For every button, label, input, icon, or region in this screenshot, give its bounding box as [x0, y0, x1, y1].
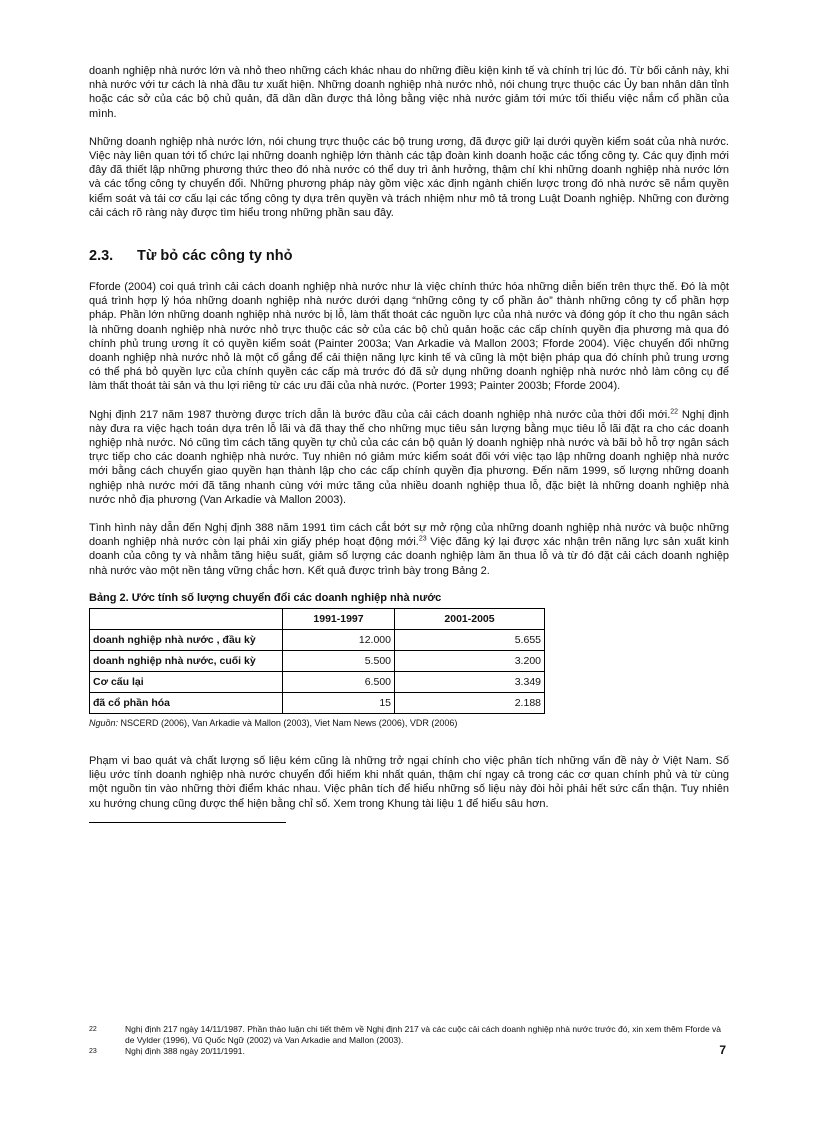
section-heading: [89, 248, 729, 264]
table-cell: 5.655: [395, 629, 545, 650]
footnote: [89, 1024, 729, 1046]
page-number: 7: [719, 1043, 726, 1057]
table-cell: 15: [283, 692, 395, 713]
footnote-number: 22: [89, 1026, 97, 1033]
paragraph: [89, 521, 729, 578]
table-cell: 3.349: [395, 671, 545, 692]
paragraph-text: Tình hình này dẫn đến Nghị định 388 năm 1991 tìm cách cắt bớt sự mở rộng của những doanh nghiệp nhà nước và buộc những doanh nghiệp nhà nước còn lại phải xin giấy phép hoạt động mới.: [89, 522, 729, 549]
footnote-text: Nghị định 388 ngày 20/11/1991.: [125, 1046, 245, 1056]
paragraph: doanh nghiệp nhà nước lớn và nhỏ theo những cách khác nhau do những điều kiện kinh tế và chính trị lúc đó. Từ bối cảnh này, khi nhà nước với tư cách là nhà đầu tư xuất hiện. Những doanh nghiệp nhà nước nhỏ, nói chung trực thuộc các Ủy ban nhân dân tỉnh hoặc các sở của các bộ chủ quản, đã dần dần được thả lỏng bằng việc nhà nước giảm tới mức tối thiểu việc nắm cổ phần của mình.: [89, 65, 729, 120]
table-cell: 2.188: [395, 692, 545, 713]
footnote: [89, 1046, 729, 1057]
paragraph: [89, 408, 729, 507]
table-row: [90, 629, 545, 650]
table-caption: Bảng 2. Ước tính số lượng chuyển đổi các doanh nghiệp nhà nước: [89, 591, 442, 604]
table-cell: 5.500: [283, 650, 395, 671]
table-header-row: [90, 608, 545, 629]
paragraph-text: Nghị định này đưa ra việc hạch toán dựa trên lỗ lãi và đã thay thế cho những mục tiêu sản lượng bằng mục tiêu lỗ lãi đặt ra cho các doanh nghiệp nhà nước. Nó cũng tìm cách tăng quyền tự chủ của các cán bộ quản lý doanh nghiệp nhà nước và bãi bỏ hỗ trợ ngân sách trực tiếp cho các doanh nghiệp nhà nước. Tuy nhiên nó giảm mức kiểm soát đối với việc tạo lập những doanh nghiệp nhà nước mới bằng cách chuyển giao quyền hạn thành lập cho các cấp chính quyền địa phương. Đến năm 1999, số lượng những doanh nghiệp nhà nước mới đã tăng nhanh cùng với mức tăng của nhiều doanh nghiệp thua lỗ, đặc biệt là những doanh nghiệp nhà nước nhỏ địa phương (Van Arkadie và Mallon 2003).: [89, 408, 729, 506]
source-label: Nguồn:: [89, 717, 119, 728]
table-cell: 3.200: [395, 650, 545, 671]
source-text: NSCERD (2006), Van Arkadie và Mallon (2003), Viet Nam News (2006), VDR (2006): [118, 717, 458, 728]
paragraph: Fforde (2004) coi quá trình cải cách doanh nghiệp nhà nước như là việc chính thức hóa những diễn biến trên thực thế. Đó là một quá trình hợp lý hóa những doanh nghiệp nhà nước dưới dạng “những công ty cổ phần ảo” thành những công ty cổ phần hợp pháp. Phần lớn những doanh nghiệp nhà nước bị lỗ, làm thất thoát các nguồn lực của nhà nước và đóng góp ít cho thu ngân sách là những doanh nghiệp nhà nước nhỏ trực thuộc các sở của các bộ chủ quản hoặc các cấp chính quyền địa phương mà qua đó chính phủ trung ương ít có quyền kiểm soát (Painter 2003a; Van Arkadie và Mallon 2003; Fforde 2004). Việc chuyển đổi những doanh nghiệp nhà nước nhỏ là một cố gắng để cải thiện năng lực kinh tế và cũng là một biện pháp qua đó chính phủ trung ương có thể phá bỏ quyền lực của chính quyền các cấp mà trước đó đã sử dụng những doanh nghiệp nhà nước nhỏ làm công cụ để làm thất thoát tài sản và thu lợi riêng từ các ưu đãi của nhà nước. (Porter 1993; Painter 2003b; Fforde 2004).: [89, 281, 729, 393]
paragraph: Phạm vi bao quát và chất lượng số liệu kém cũng là những trở ngại chính cho việc phân tích những vấn đề này ở Việt Nam. Số liệu ước tính doanh nghiệp nhà nước chuyển đổi hiếm khi nhất quán, thậm chí ngay cả trong các cơ quan chính phủ và từ cùng một nguồn tin vào những thời điểm khác nhau. Việc phân tích để hiểu những số liệu này đòi hỏi phải hết sức cẩn thận. Tuy nhiên xu hướng chung cũng được thể hiện bằng chỉ số. Xem trong Khung tài liệu 1 để hiểu sâu hơn.: [89, 754, 729, 810]
paragraph-text: Nghị định 217 năm 1987 thường được trích dẫn là bước đầu của cải cách doanh nghiệp nhà nước của thời đổi mới.: [89, 408, 671, 421]
paragraph: Những doanh nghiệp nhà nước lớn, nói chung trực thuộc các bộ trung ương, đã được giữ lại dưới quyền kiểm soát của nhà nước. Việc này liên quan tới tổ chức lại những doanh nghiệp lớn thành các tập đoàn kinh doanh hoặc các tổng công ty. Các quy định mới đây đã thiết lập những phương thức theo đó nhà nước có thể duy trì ảnh hưởng, thậm chí khi những doanh nghiệp nhà nước lớn và các tổng công ty chuyển đổi. Những phương pháp này gồm việc xác định ngành chiến lược trong đó nhà nước sẽ nắm quyền kiểm soát và tái cơ cấu lại các tổng công ty dựa trên quyền và trách nhiệm như mô tả trong Luật Doanh nghiệp. Những con đường cải cách rõ ràng này được tìm hiểu trong những phần sau đây.: [89, 135, 729, 219]
table-source: [89, 718, 729, 728]
table-column-header: 2001-2005: [395, 608, 545, 629]
section-number: 2.3.: [89, 248, 114, 265]
row-label: doanh nghiệp nhà nước , đầu kỳ: [90, 629, 283, 650]
section-title: Từ bỏ các công ty nhỏ: [137, 248, 293, 265]
table-corner-cell: [90, 608, 283, 629]
footnote-ref: 22: [670, 408, 679, 415]
footnote-divider: [89, 822, 286, 823]
footnote-ref: 23: [418, 535, 427, 543]
table-column-header: 1991-1997: [283, 608, 395, 629]
row-label: đã cổ phần hóa: [90, 692, 283, 713]
table-row: [90, 650, 545, 671]
footnotes: [89, 1024, 729, 1057]
table-row: [90, 692, 545, 713]
data-table: [89, 608, 545, 714]
page-body: [89, 64, 729, 823]
row-label: Cơ cấu lại: [90, 671, 283, 692]
row-label: doanh nghiệp nhà nước, cuối kỳ: [90, 650, 283, 671]
paragraph-text: Việc đăng ký lại được xác nhận trên năng lực sản xuất kinh doanh của công ty và nhằm tăng hiệu suất, giảm số lượng các doanh nghiệp làm ăn thua lỗ và từ đó đặt cải cách doanh nghiệp nhà nước vào một nền tảng vững chắc hơn. Kết quả được trình bày trong Bảng 2.: [89, 536, 729, 577]
footnote-number: 23: [89, 1048, 97, 1055]
table-cell: 12.000: [283, 629, 395, 650]
table-cell: 6.500: [283, 671, 395, 692]
footnote-text: Nghị định 217 ngày 14/11/1987. Phần thảo luận chi tiết thêm về Nghị định 217 và các cuộc cải cách doanh nghiệp nhà nước trước đó, xin xem thêm Fforde và de Vylder (1996), Vũ Quốc Ngữ (2002) và Van Arkadie and Mallon (2003).: [125, 1024, 722, 1045]
table-row: [90, 671, 545, 692]
